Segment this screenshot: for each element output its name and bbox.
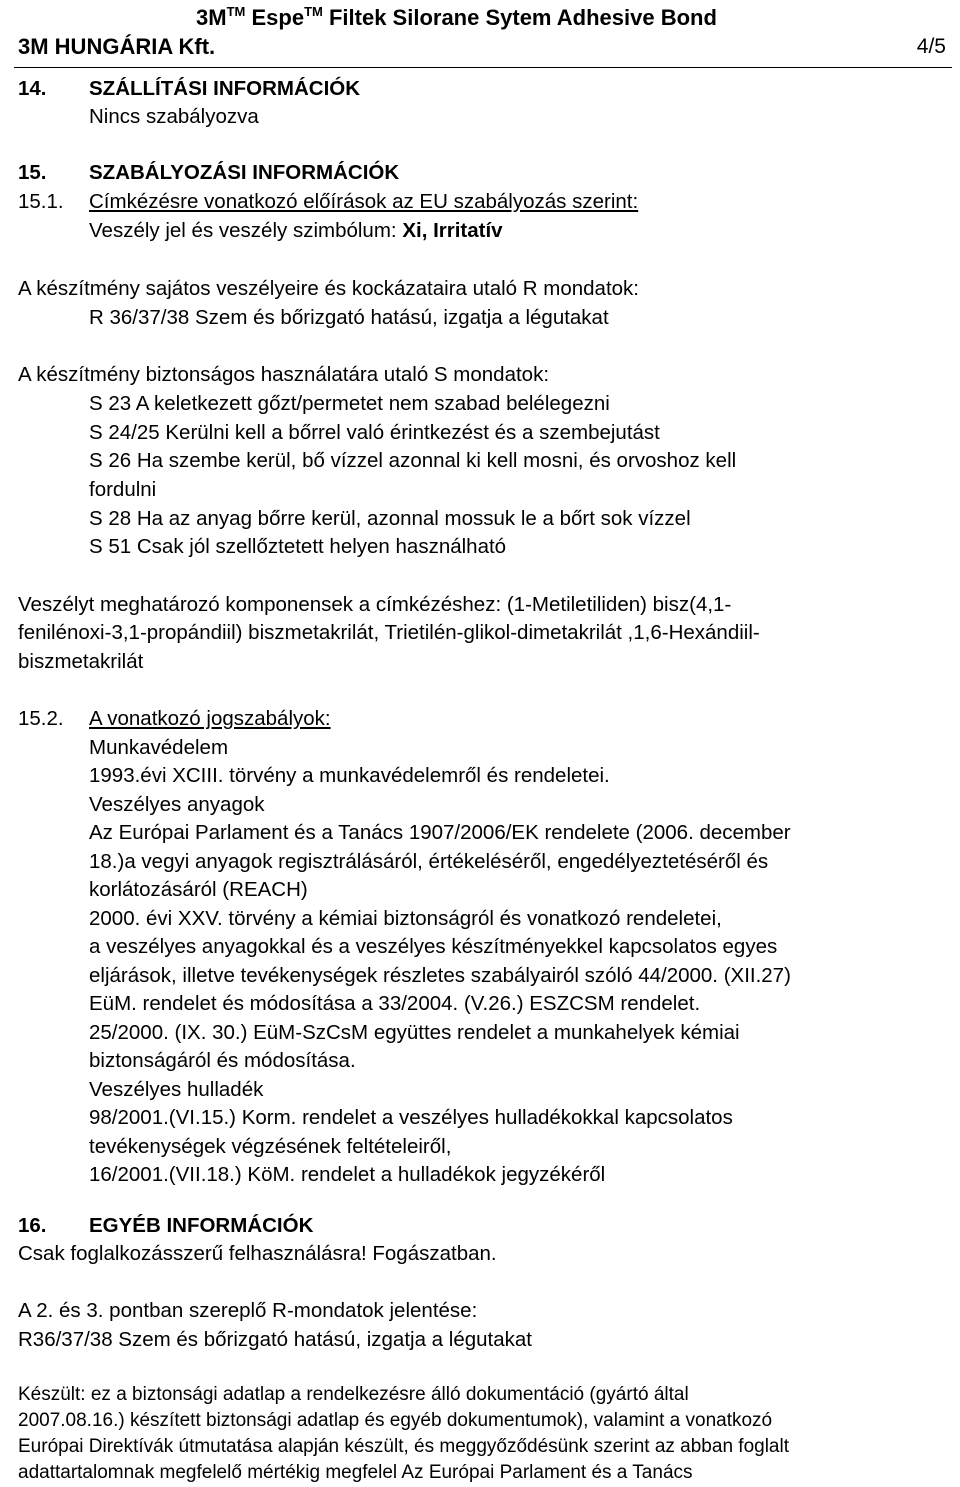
s-phrase: S 26 Ha szembe kerül, bő vízzel azonnal ki kell mosni, és orvoshoz kell — [89, 449, 737, 472]
regulation-line: 18.)a vegyi anyagok regisztrálásáról, értékeléséről, engedélyeztetéséről és — [89, 850, 769, 873]
regulation-line: biztonságáról és módosítása. — [89, 1049, 356, 1072]
regulation-line: 98/2001.(VI.15.) Korm. rendelet a veszélyes hulladékokkal kapcsolatos — [89, 1106, 733, 1129]
regulation-line: 1993.évi XCIII. törvény a munkavédelemről és rendeletei. — [89, 764, 610, 787]
regulation-line: Munkavédelem — [89, 736, 229, 759]
hazard-symbol-value: Xi, Irritatív — [402, 219, 503, 242]
subsection-15-1-heading — [18, 190, 638, 214]
prepared-note-line: Készült: ez a biztonsági adatlap a rendelkezésre álló dokumentáció (gyártó által — [18, 1384, 689, 1405]
subsection-number: 15.1. — [18, 190, 64, 213]
prepared-note-line: adattartalomnak megfelelő mértékig megfelel Az Európai Parlament és a Tanács — [18, 1462, 693, 1483]
section-number: 15. — [18, 161, 47, 184]
section-title: SZABÁLYOZÁSI INFORMÁCIÓK — [89, 161, 400, 184]
r-meaning-line: R36/37/38 Szem és bőrizgató hatású, izgatja a légutakat — [18, 1328, 532, 1351]
product-name: Filtek Silorane Sytem Adhesive Bond — [328, 5, 717, 30]
hazard-symbol-label: Veszély jel és veszély szimbólum: — [89, 219, 397, 242]
regulation-line: Veszélyes anyagok — [89, 793, 265, 816]
components-text: biszmetakrilát — [18, 650, 144, 673]
usage-note: Csak foglalkozásszerű felhasználásra! Fogászatban. — [18, 1242, 497, 1265]
r-phrase: R 36/37/38 Szem és bőrizgató hatású, izgatja a légutakat — [89, 306, 609, 329]
regulation-line: 25/2000. (IX. 30.) EüM-SzCsM együttes rendelet a munkahelyek kémiai — [89, 1021, 740, 1044]
company-name: 3M HUNGÁRIA Kft. — [18, 34, 216, 59]
components-text: Veszélyt meghatározó komponensek a címkézéshez: (1-Metiletiliden) bisz(4,1- — [18, 593, 732, 616]
brand-3m: 3M — [196, 5, 227, 30]
section-16-heading — [18, 1214, 313, 1238]
section-number: 16. — [18, 1214, 47, 1237]
regulation-line: 2000. évi XXV. törvény a kémiai biztonságról és vonatkozó rendeletei, — [89, 907, 722, 930]
page-number: 4/5 — [916, 35, 946, 58]
brand-espe: Espe — [251, 5, 305, 30]
section-15-heading — [18, 161, 399, 185]
s-phrase: S 24/25 Kerülni kell a bőrrel való érintkezést és a szembejutást — [89, 421, 660, 444]
trademark-mark: TM — [226, 4, 246, 19]
section-title: EGYÉB INFORMÁCIÓK — [89, 1214, 314, 1237]
r-meaning-line: A 2. és 3. pontban szereplő R-mondatok jelentése: — [18, 1299, 478, 1322]
subsection-title: Címkézésre vonatkozó előírások az EU szabályozás szerint: — [89, 190, 639, 213]
subsection-title: A vonatkozó jogszabályok: — [89, 707, 331, 730]
regulation-line: tevékenységek végzésének feltételeiről, — [89, 1135, 452, 1158]
components-text: fenilénoxi-3,1-propándiil) biszmetakrilát, Trietilén-glikol-dimetakrilát ,1,6-Hexándiil- — [18, 621, 760, 644]
regulation-line: Veszélyes hulladék — [89, 1078, 264, 1101]
r-phrases-intro: A készítmény sajátos veszélyeire és kockázataira utaló R mondatok: — [18, 277, 639, 300]
hazard-symbol-line — [89, 219, 503, 243]
prepared-note-line: Európai Direktívák útmutatása alapján készült, és meggyőződésünk szerint az abban foglalt — [18, 1436, 789, 1457]
regulation-line: eljárások, illetve tevékenységek részletes szabályairól szóló 44/2000. (XII.27) — [89, 964, 791, 987]
s-phrase: fordulni — [89, 478, 157, 501]
subsection-number: 15.2. — [18, 707, 64, 730]
s-phrases-intro: A készítmény biztonságos használatára utaló S mondatok: — [18, 363, 550, 386]
s-phrase: S 23 A keletkezett gőzt/permetet nem szabad belélegezni — [89, 392, 610, 415]
regulation-line: korlátozásáról (REACH) — [89, 878, 308, 901]
s-phrase: S 28 Ha az anyag bőrre kerül, azonnal mossuk le a bőrt sok vízzel — [89, 507, 691, 530]
regulation-line: EüM. rendelet és módosítása a 33/2004. (V.26.) ESZCSM rendelet. — [89, 992, 701, 1015]
section-14-text: Nincs szabályozva — [89, 105, 259, 128]
regulation-line: Az Európai Parlament és a Tanács 1907/2006/EK rendelete (2006. december — [89, 821, 791, 844]
prepared-note-line: 2007.08.16.) készített biztonsági adatlap és egyéb dokumentumok), valamint a vonatkozó — [18, 1410, 773, 1431]
trademark-mark: TM — [304, 4, 323, 19]
subsection-15-2-heading — [18, 707, 331, 731]
header-divider — [14, 67, 952, 68]
section-14-heading — [18, 77, 360, 101]
regulation-line: 16/2001.(VII.18.) KöM. rendelet a hulladékok jegyzékéről — [89, 1163, 606, 1186]
document-title — [196, 4, 956, 31]
section-title: SZÁLLÍTÁSI INFORMÁCIÓK — [89, 77, 361, 100]
s-phrase: S 51 Csak jól szellőztetett helyen használható — [89, 535, 507, 558]
regulation-line: a veszélyes anyagokkal és a veszélyes készítményekkel kapcsolatos egyes — [89, 935, 778, 958]
section-number: 14. — [18, 77, 47, 100]
